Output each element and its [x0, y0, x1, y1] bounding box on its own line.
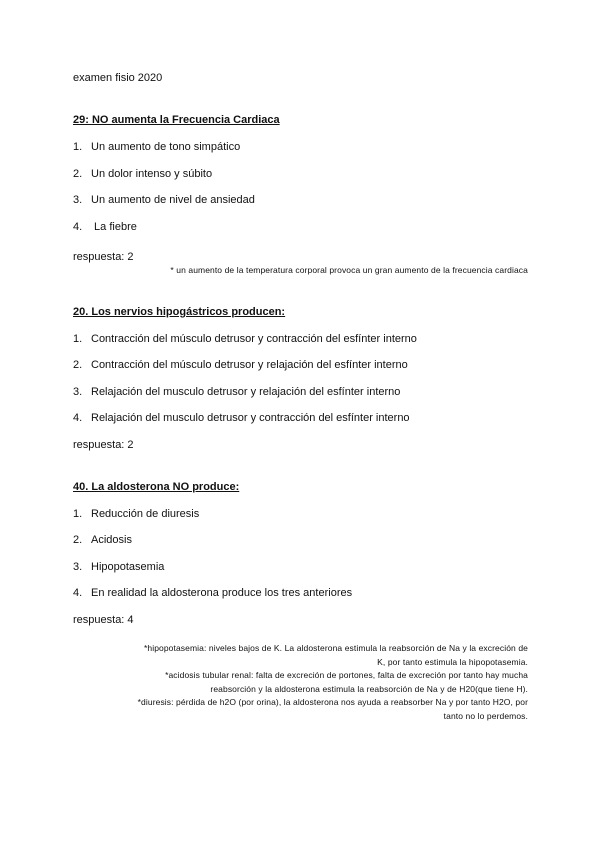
option-number: 2.: [73, 534, 83, 546]
answer-text: respuesta: 2: [73, 251, 134, 263]
option-item: [73, 333, 417, 345]
option-item: [73, 359, 408, 371]
option-text: Un aumento de tono simpático: [91, 141, 241, 153]
option-text: Contracción del músculo detrusor y relajación del esfínter interno: [91, 359, 408, 371]
option-number: 3.: [73, 561, 83, 573]
option-item: [73, 534, 132, 546]
answer-text: respuesta: 4: [73, 614, 134, 626]
option-number: 2.: [73, 359, 83, 371]
question-heading: 29: NO aumenta la Frecuencia Cardiaca: [73, 114, 280, 126]
explanation-note: [170, 264, 528, 278]
question-heading: 40. La aldosterona NO produce:: [73, 481, 240, 493]
question-heading: 20. Los nervios hipogástricos producen:: [73, 306, 286, 318]
option-text: Hipopotasemia: [91, 561, 165, 573]
option-number: 3.: [73, 194, 83, 206]
option-number: 1.: [73, 141, 83, 153]
option-number: 1.: [73, 508, 83, 520]
document-title: examen fisio 2020: [73, 72, 163, 84]
option-number: 2.: [73, 168, 83, 180]
option-text: Relajación del musculo detrusor y contracción del esfínter interno: [91, 412, 410, 424]
option-item: [73, 141, 240, 153]
option-item: [73, 386, 400, 398]
option-number: 4.: [73, 587, 83, 599]
option-text: Reducción de diuresis: [91, 508, 200, 520]
option-text: Un aumento de nivel de ansiedad: [91, 194, 255, 206]
note-line: *hipopotasemia: niveles bajos de K. La aldosterona estimula la reabsorción de Na y la excreción de: [143, 643, 528, 653]
option-item: [73, 508, 199, 520]
option-item: [73, 412, 410, 424]
option-item: [73, 221, 137, 233]
option-number: 1.: [73, 333, 83, 345]
option-text: En realidad la aldosterona produce los tres anteriores: [91, 587, 353, 599]
note-line: *diuresis: pérdida de h2O (por orina), la aldosterona nos ayuda a reabsorber Na y por tanto H2O, por: [137, 697, 528, 707]
option-text: La fiebre: [91, 221, 137, 233]
option-item: [73, 587, 352, 599]
option-text: Un dolor intenso y súbito: [91, 168, 213, 180]
option-number: 3.: [73, 386, 83, 398]
option-text: Acidosis: [91, 534, 132, 546]
option-number: 4.: [73, 412, 83, 424]
option-item: [73, 561, 164, 573]
explanation-note: [138, 642, 528, 723]
option-item: [73, 194, 255, 206]
option-text: Contracción del músculo detrusor y contracción del esfínter interno: [91, 333, 417, 345]
note-line: *acidosis tubular renal: falta de excreción de portones, falta de excreción por tanto hay mucha: [165, 670, 528, 680]
option-number: 4.: [73, 221, 83, 233]
note-line: * un aumento de la temperatura corporal provoca un gran aumento de la frecuencia cardiaca: [170, 265, 528, 275]
note-line: reabsorción y la aldosterona estimula la reabsorción de Na y de H20(que tiene H).: [210, 683, 528, 694]
note-line: K, por tanto estimula la hipopotasemia.: [377, 656, 528, 667]
note-line: tanto no lo perdemos.: [443, 710, 528, 721]
option-text: Relajación del musculo detrusor y relajación del esfínter interno: [91, 386, 401, 398]
option-item: [73, 168, 212, 180]
answer-text: respuesta: 2: [73, 439, 134, 451]
